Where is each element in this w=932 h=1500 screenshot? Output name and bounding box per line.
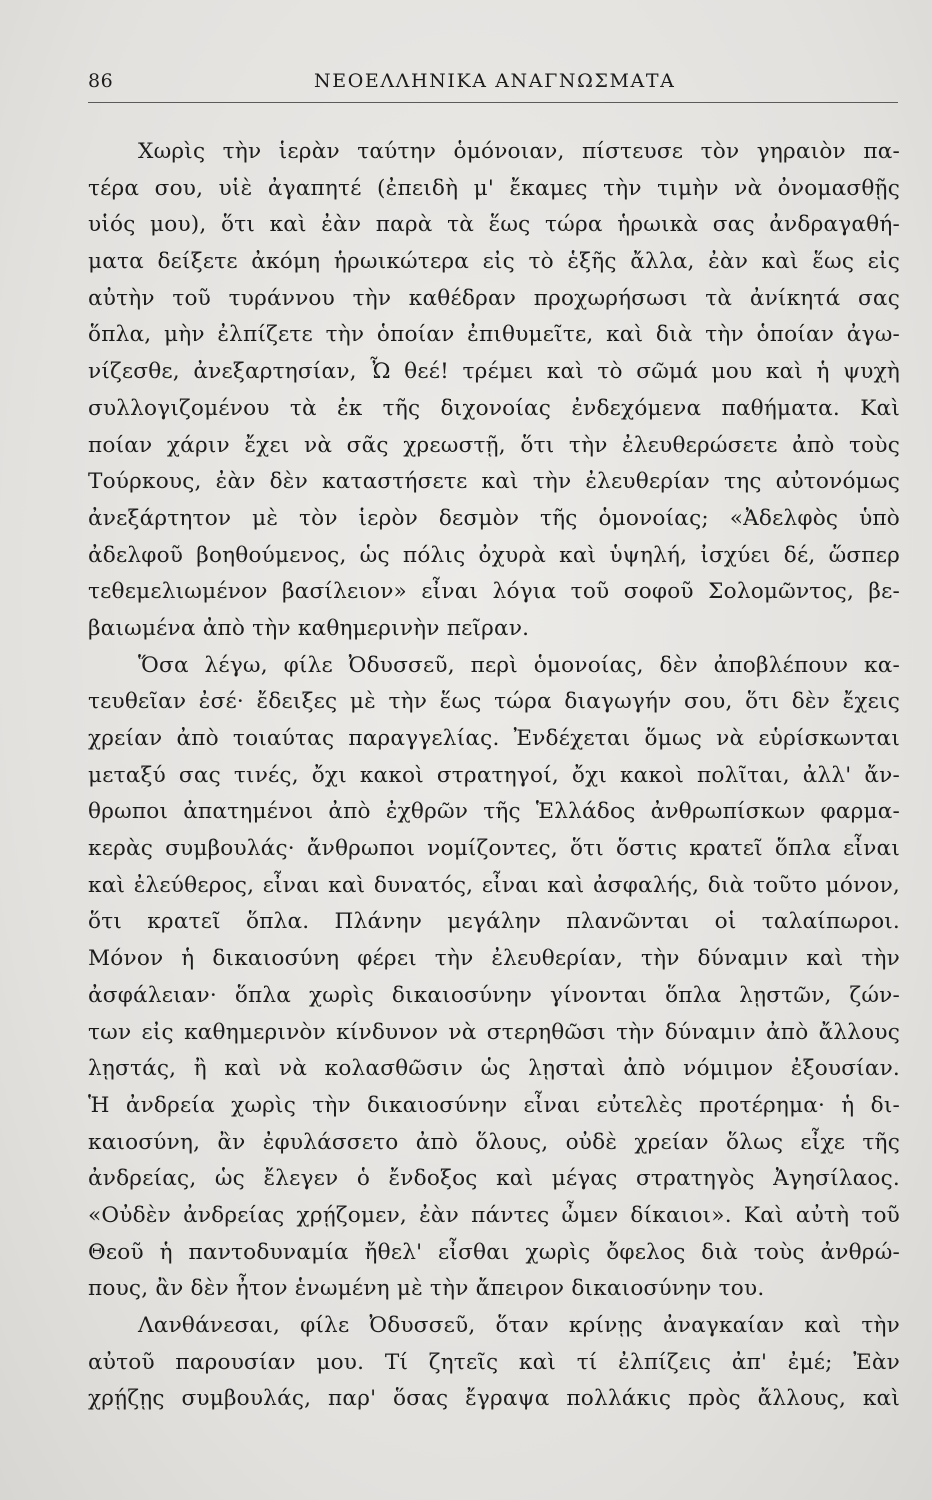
text-line: τέρα σου, υἱὲ ἀγαπητέ (ἐπειδὴ μ' ἔκαμες τὴν τιμὴν νὰ ὀνομασθῇς xyxy=(88,175,900,201)
text-line: Ἡ ἀνδρεία χωρὶς τὴν δικαιοσύνην εἶναι εὐτελὲς προτέρημα· ἡ δι- xyxy=(88,1092,900,1118)
text-line: ἀσφάλειαν· ὅπλα χωρὶς δικαιοσύνην γίνονται ὅπλα λῃστῶν, ζών- xyxy=(88,982,900,1008)
text-line: ὅτι κρατεῖ ὅπλα. Πλάνην μεγάλην πλανῶνται οἱ ταλαίπωροι. xyxy=(88,909,900,935)
text-line: ἀδελφοῦ βοηθούμενος, ὡς πόλις ὀχυρὰ καὶ ὑψηλή, ἰσχύει δέ, ὥσπερ xyxy=(88,542,900,568)
text-line: λῃστάς, ἢ καὶ νὰ κολασθῶσιν ὡς λῃσταὶ ἀπὸ νόμιμον ἐξουσίαν. xyxy=(88,1056,900,1082)
body-text xyxy=(88,134,900,1418)
text-line: Λανθάνεσαι, φίλε Ὀδυσσεῦ, ὅταν κρίνῃς ἀναγκαίαν καὶ τὴν xyxy=(138,1313,900,1338)
text-line: χρῄζῃς συμβουλάς, παρ' ὅσας ἔγραψα πολλάκις πρὸς ἄλλους, καὶ xyxy=(88,1386,900,1412)
text-line: τευθεῖαν ἐσέ· ἔδειξες μὲ τὴν ἕως τώρα διαγωγήν σου, ὅτι δὲν ἔχεις xyxy=(88,689,900,715)
running-title: ΝΕΟΕΛΛΗΝΙΚΑ ΑΝΑΓΝΩΣΜΑΤΑ xyxy=(314,70,676,92)
text-line: κερὰς συμβουλάς· ἄνθρωποι νομίζοντες, ὅτι ὅστις κρατεῖ ὅπλα εἶναι xyxy=(88,836,900,862)
page-header xyxy=(88,70,898,98)
text-line: ἀνεξάρτητον μὲ τὸν ἱερὸν δεσμὸν τῆς ὁμονοίας; «Ἀδελφὸς ὑπὸ xyxy=(88,505,900,531)
text-line: χρείαν ἀπὸ τοιαύτας παραγγελίας. Ἐνδέχεται ὅμως νὰ εὑρίσκωνται xyxy=(88,726,900,751)
text-line: των εἰς καθημερινὸν κίνδυνον νὰ στερηθῶσι τὴν δύναμιν ἀπὸ ἄλλους xyxy=(88,1019,900,1045)
text-line: αὐτὴν τοῦ τυράννου τὴν καθέδραν προχωρήσωσι τὰ ἀνίκητά σας xyxy=(88,285,900,311)
page-number: 86 xyxy=(88,70,114,92)
text-line: καὶ ἐλεύθερος, εἶναι καὶ δυνατός, εἶναι καὶ ἀσφαλής, διὰ τοῦτο μόνον, xyxy=(88,872,900,898)
text-line: αὐτοῦ παρουσίαν μου. Τί ζητεῖς καὶ τί ἐλπίζεις ἀπ' ἐμέ; Ἐὰν xyxy=(88,1349,900,1375)
text-line: Ὅσα λέγω, φίλε Ὀδυσσεῦ, περὶ ὁμονοίας, δὲν ἀποβλέπουν κα- xyxy=(138,652,900,678)
text-line: πους, ἂν δὲν ἦτον ἑνωμένη μὲ τὴν ἄπειρον δικαιοσύνην του. xyxy=(88,1276,765,1302)
text-line: Χωρὶς τὴν ἱερὰν ταύτην ὁμόνοιαν, πίστευσε τὸν γηραιὸν πα- xyxy=(138,139,900,164)
text-line: βαιωμένα ἀπὸ τὴν καθημερινὴν πεῖραν. xyxy=(88,615,530,641)
text-line: ποίαν χάριν ἔχει νὰ σᾶς χρεωστῇ, ὅτι τὴν ἐλευθερώσετε ἀπὸ τοὺς xyxy=(88,432,900,458)
text-line: ματα δείξετε ἀκόμη ἡρωικώτερα εἰς τὸ ἑξῆς ἄλλα, ἐὰν καὶ ἕως εἰς xyxy=(88,249,900,275)
text-line: Θεοῦ ἡ παντοδυναμία ἤθελ' εἶσθαι χωρὶς ὄφελος διὰ τοὺς ἀνθρώ- xyxy=(88,1239,900,1265)
text-line: «Οὐδὲν ἀνδρείας χρῄζομεν, ἐὰν πάντες ὦμεν δίκαιοι». Καὶ αὐτὴ τοῦ xyxy=(88,1202,900,1228)
text-line: τεθεμελιωμένον βασίλειον» εἶναι λόγια τοῦ σοφοῦ Σολομῶντος, βε- xyxy=(88,579,900,605)
text-line: θρωποι ἀπατημένοι ἀπὸ ἐχθρῶν τῆς Ἑλλάδος ἀνθρωπίσκων φαρμα- xyxy=(88,799,900,825)
text-line: μεταξύ σας τινές, ὄχι κακοὶ στρατηγοί, ὄχι κακοὶ πολῖται, ἀλλ' ἄν- xyxy=(88,762,900,788)
text-line: ἀνδρείας, ὡς ἔλεγεν ὁ ἔνδοξος καὶ μέγας στρατηγὸς Ἀγησίλαος. xyxy=(88,1166,900,1192)
text-line: Τούρκους, ἐὰν δὲν καταστήσετε καὶ τὴν ἐλευθερίαν της αὐτονόμως xyxy=(88,469,900,495)
text-line: υἱός μου), ὅτι καὶ ἐὰν παρὰ τὰ ἕως τώρα ἡρωικὰ σας ἀνδραγαθή- xyxy=(88,212,900,238)
text-line: συλλογιζομένου τὰ ἐκ τῆς διχονοίας ἐνδεχόμενα παθήματα. Καὶ xyxy=(88,395,900,421)
text-line: ὅπλα, μὴν ἐλπίζετε τὴν ὁποίαν ἐπιθυμεῖτε, καὶ διὰ τὴν ὁποίαν ἀγω- xyxy=(88,322,900,348)
text-line: καιοσύνη, ἂν ἐφυλάσσετο ἀπὸ ὅλους, οὐδὲ χρείαν ὅλως εἶχε τῆς xyxy=(88,1129,900,1155)
text-line: νίζεσθε, ἀνεξαρτησίαν, Ὦ θεέ! τρέμει καὶ τὸ σῶμά μου καὶ ἡ ψυχὴ xyxy=(88,359,900,385)
header-rule xyxy=(88,102,898,103)
text-line: Μόνον ἡ δικαιοσύνη φέρει τὴν ἐλευθερίαν, τὴν δύναμιν καὶ τὴν xyxy=(88,946,900,972)
